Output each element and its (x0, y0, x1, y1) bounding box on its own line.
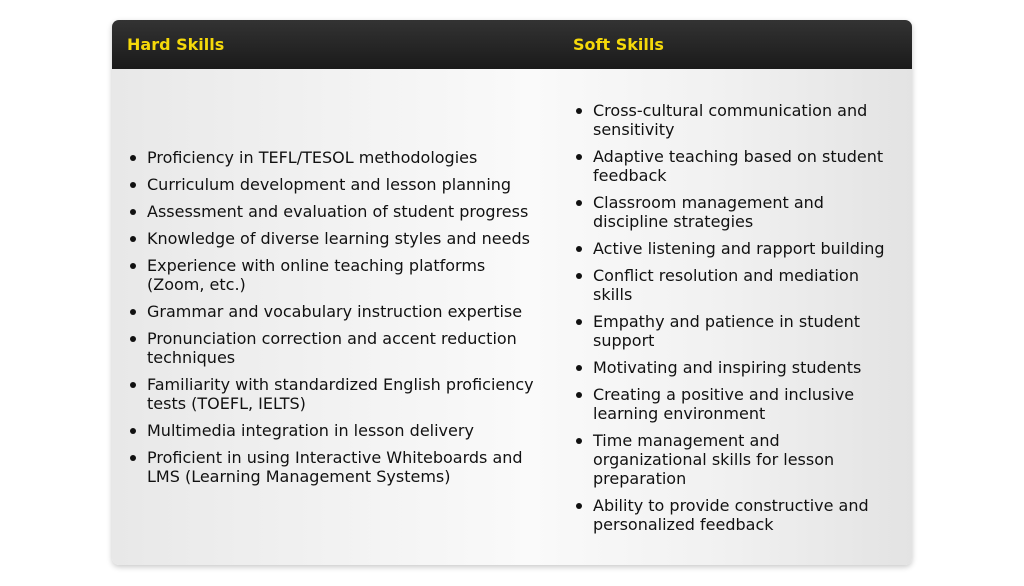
list-item (127, 375, 547, 413)
skills-table (112, 20, 912, 565)
soft-skill-text: Adaptive teaching based on student feedback (593, 146, 884, 185)
list-item (573, 312, 893, 350)
bullet-icon (130, 309, 136, 315)
list-item (573, 147, 893, 185)
table-header (112, 20, 912, 69)
soft-skill-text: Conflict resolution and mediation skills (593, 265, 859, 304)
list-item (127, 421, 547, 440)
hard-skill-text: Pronunciation correction and accent reduction techniques (147, 329, 517, 367)
bullet-icon (576, 246, 582, 252)
list-item (573, 193, 893, 231)
bullet-icon (130, 236, 136, 242)
hard-skills-list (127, 148, 547, 486)
hard-skill-text: Grammar and vocabulary instruction expertise (147, 302, 523, 321)
list-item (573, 358, 893, 377)
soft-skill-text: Cross-cultural communication and sensitivity (593, 100, 868, 139)
bullet-icon (576, 273, 582, 279)
bullet-icon (130, 428, 136, 434)
bullet-icon (130, 182, 136, 188)
soft-skills-column (573, 69, 893, 565)
hard-skill-text: Assessment and evaluation of student progress (147, 202, 529, 221)
list-item (127, 302, 547, 321)
hard-skill-text: Familiarity with standardized English proficiency tests (TOEFL, IELTS) (147, 375, 534, 413)
bullet-icon (130, 155, 136, 161)
soft-skill-text: Time management and organizational skills for lesson preparation (593, 430, 835, 488)
hard-skills-column (127, 69, 547, 565)
list-item (127, 202, 547, 221)
soft-skill-text: Classroom management and discipline strategies (593, 192, 824, 231)
list-item (127, 229, 547, 248)
list-item (573, 101, 893, 139)
hard-skills-header: Hard Skills (127, 35, 225, 54)
bullet-icon (130, 382, 136, 388)
bullet-icon (130, 209, 136, 215)
list-item (573, 496, 893, 534)
soft-skills-list (573, 101, 893, 534)
bullet-icon (130, 263, 136, 269)
list-item (127, 148, 547, 167)
hard-skill-text: Multimedia integration in lesson delivery (147, 421, 474, 440)
list-item (573, 266, 893, 304)
list-item (573, 239, 893, 258)
hard-skill-text: Proficiency in TEFL/TESOL methodologies (147, 148, 478, 167)
bullet-icon (130, 455, 136, 461)
bullet-icon (576, 365, 582, 371)
bullet-icon (576, 503, 582, 509)
hard-skill-text: Proficient in using Interactive Whiteboards and LMS (Learning Management Systems) (147, 448, 523, 486)
list-item (127, 448, 547, 486)
soft-skill-text: Empathy and patience in student support (593, 311, 861, 350)
hard-skill-text: Experience with online teaching platforms (Zoom, etc.) (147, 256, 486, 294)
bullet-icon (576, 438, 582, 444)
soft-skill-text: Motivating and inspiring students (593, 357, 862, 377)
list-item (573, 431, 893, 488)
list-item (127, 175, 547, 194)
hard-skill-text: Curriculum development and lesson planning (147, 175, 512, 194)
bullet-icon (576, 392, 582, 398)
soft-skills-header: Soft Skills (573, 35, 664, 54)
bullet-icon (576, 319, 582, 325)
list-item (127, 329, 547, 367)
bullet-icon (576, 154, 582, 160)
list-item (573, 385, 893, 423)
soft-skill-text: Creating a positive and inclusive learning environment (593, 384, 855, 423)
soft-skill-text: Active listening and rapport building (593, 238, 885, 258)
bullet-icon (130, 336, 136, 342)
bullet-icon (576, 108, 582, 114)
soft-skill-text: Ability to provide constructive and personalized feedback (593, 495, 869, 534)
bullet-icon (576, 200, 582, 206)
hard-skill-text: Knowledge of diverse learning styles and needs (147, 229, 530, 248)
list-item (127, 256, 547, 294)
